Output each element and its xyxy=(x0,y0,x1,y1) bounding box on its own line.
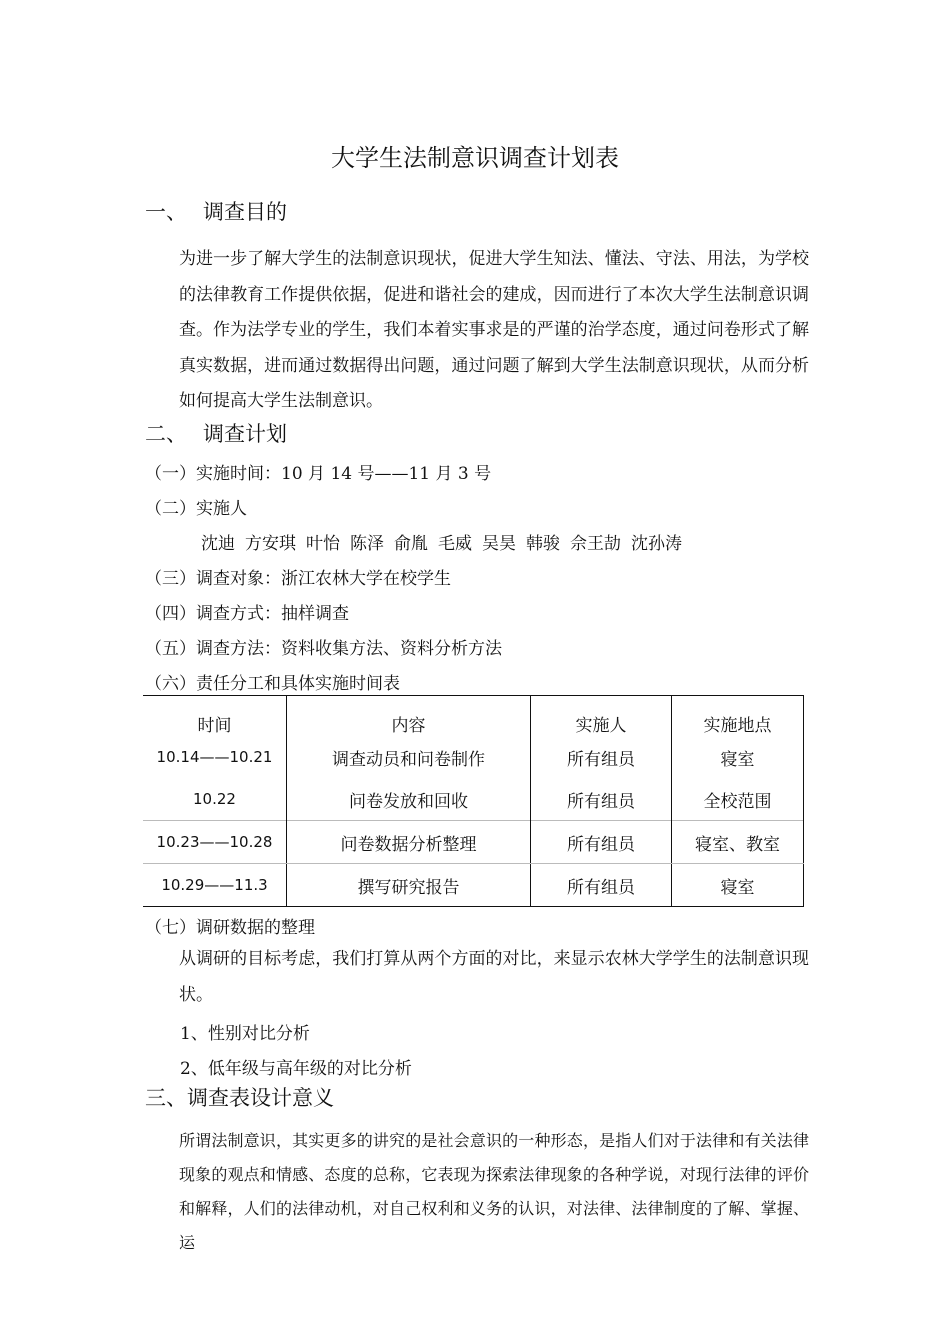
table-cell-content: 调查动员和问卷制作 xyxy=(287,736,531,778)
table-cell-person: 所有组员 xyxy=(531,778,672,821)
plan-item-method: （五）调查方法：资料收集方法、资料分析方法 xyxy=(145,639,502,659)
plan-item-target: （三）调查对象：浙江农林大学在校学生 xyxy=(145,569,451,589)
section-1-title: 调查目的 xyxy=(203,200,287,224)
person-name: 毛威 xyxy=(438,534,472,554)
data-paragraph: 从调研的目标考虑，我们打算从两个方面的对比，来显示农林大学学生的法制意识现状。 xyxy=(179,949,809,1005)
section-1-paragraph: 为进一步了解大学生的法制意识现状，促进大学生知法、懂法、守法、用法，为学校的法律教育工作提供依据，促进和谐社会的建成，因而进行了本次大学生法制意识调查。作为法学专业的学生，我们本着实事求是的严谨的治学态度，通过问卷形式了解真实数据，进而通过数据得出问题，通过问题了解到大学生法制意识现状，从而分析如何提高大学生法制意识。 xyxy=(179,249,809,411)
plan-item-data: （七）调研数据的整理 xyxy=(145,918,315,938)
table-header-time: 时间 xyxy=(143,696,287,737)
analysis-item-grade: 2、低年级与高年级的对比分析 xyxy=(180,1059,412,1079)
table-cell-time: 10.14——10.21 xyxy=(143,736,287,778)
table-cell-content: 问卷发放和回收 xyxy=(287,778,531,821)
table-cell-place: 全校范围 xyxy=(672,778,804,821)
section-3-body xyxy=(145,1124,809,1260)
table-cell-person: 所有组员 xyxy=(531,736,672,778)
table-cell-place: 寝室、教室 xyxy=(672,821,804,864)
table-row xyxy=(143,821,804,864)
section-1-body xyxy=(145,242,809,420)
plan-item-mode: （四）调查方式：抽样调查 xyxy=(145,604,349,624)
section-3-heading: 三、调查表设计意义 xyxy=(145,1086,334,1110)
data-body xyxy=(145,942,809,1013)
table-header-content: 内容 xyxy=(287,696,531,737)
person-name: 陈泽 xyxy=(350,534,384,554)
section-3-paragraph: 所谓法制意识，其实更多的讲究的是社会意识的一种形态，是指人们对于法律和有关法律现象的观点和情感、态度的总称，它表现为探索法律现象的各种学说，对现行法律的评价和解释，人们的法律动机，对自己权利和义务的认识，对法律、法律制度的了解、掌握、运 xyxy=(179,1131,809,1252)
document-title: 大学生法制意识调查计划表 xyxy=(331,144,619,172)
section-1-heading xyxy=(145,196,287,226)
person-name: 吴昊 xyxy=(482,534,516,554)
person-name: 沈迪 xyxy=(201,534,235,554)
person-name: 方安琪 xyxy=(245,534,296,554)
table-row xyxy=(143,736,804,778)
section-1-number: 一、 xyxy=(145,200,187,224)
plan-item-schedule: （六）责任分工和具体实施时间表 xyxy=(145,674,400,694)
table-cell-content: 问卷数据分析整理 xyxy=(287,821,531,864)
table-cell-content: 撰写研究报告 xyxy=(287,864,531,907)
table-header-place: 实施地点 xyxy=(672,696,804,737)
table-cell-time: 10.29——11.3 xyxy=(143,864,287,907)
table-header-person: 实施人 xyxy=(531,696,672,737)
plan-item-people: （二）实施人 xyxy=(145,499,247,519)
person-name: 佘王劼 xyxy=(570,534,621,554)
table-cell-place: 寝室 xyxy=(672,736,804,778)
section-2-title: 调查计划 xyxy=(203,422,287,446)
people-list xyxy=(201,529,692,554)
table-cell-person: 所有组员 xyxy=(531,821,672,864)
analysis-item-gender: 1、性别对比分析 xyxy=(180,1024,310,1044)
person-name: 叶怡 xyxy=(306,534,340,554)
table-cell-time: 10.23——10.28 xyxy=(143,821,287,864)
section-2-number: 二、 xyxy=(145,422,187,446)
plan-item-time: （一）实施时间：10 月 14 号——11 月 3 号 xyxy=(145,464,492,484)
table-cell-place: 寝室 xyxy=(672,864,804,907)
person-name: 韩骏 xyxy=(526,534,560,554)
table-cell-person: 所有组员 xyxy=(531,864,672,907)
person-name: 沈孙涛 xyxy=(631,534,682,554)
table-row xyxy=(143,778,804,821)
person-name: 俞胤 xyxy=(394,534,428,554)
table-header-row xyxy=(143,696,804,737)
table-row xyxy=(143,864,804,907)
schedule-table xyxy=(143,695,804,907)
section-2-heading xyxy=(145,418,287,448)
table-cell-time: 10.22 xyxy=(143,778,287,821)
